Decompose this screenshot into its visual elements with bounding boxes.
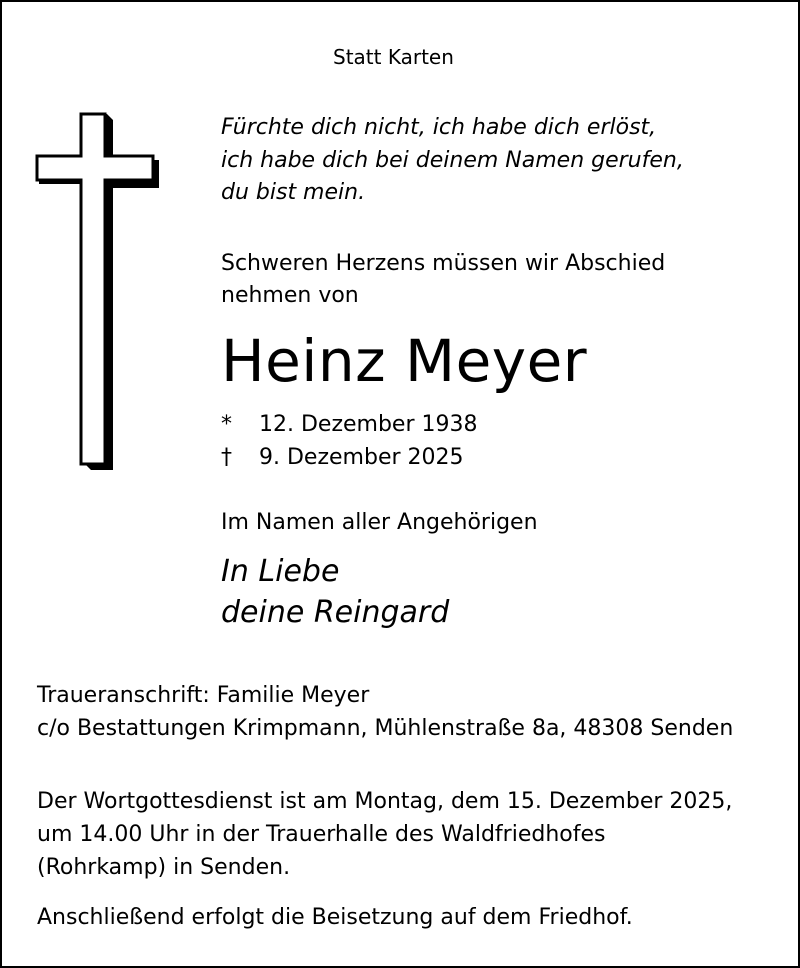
intro-line-2: nehmen von [221, 283, 359, 308]
service-line-1: Der Wortgottesdienst ist am Montag, dem 15. Dezember 2025, [37, 789, 733, 814]
deceased-name: Heinz Meyer [221, 327, 588, 395]
address-line-2: c/o Bestattungen Krimpmann, Mühlenstraße 8a, 48308 Senden [37, 716, 734, 741]
cross-icon [33, 112, 163, 474]
service-line-2: um 14.00 Uhr in der Trauerhalle des Waldfriedhofes [37, 822, 606, 847]
death-symbol: † [221, 445, 232, 470]
address-line-1: Traueranschrift: Familie Meyer [37, 683, 370, 708]
death-date: 9. Dezember 2025 [259, 445, 464, 470]
service-line-3: (Rohrkamp) in Senden. [37, 855, 291, 880]
header-text: Statt Karten [333, 45, 454, 69]
birth-symbol: * [221, 412, 232, 437]
signature-line-2: deine Reingard [221, 595, 450, 630]
birth-line [221, 414, 478, 436]
verse-line-3: du bist mein. [221, 180, 366, 205]
family-intro: Im Namen aller Angehörigen [221, 510, 538, 535]
intro-line-1: Schweren Herzens müssen wir Abschied [221, 251, 666, 276]
signature-line-1: In Liebe [221, 554, 340, 589]
death-line [221, 447, 464, 469]
verse-line-1: Fürchte dich nicht, ich habe dich erlöst, [221, 115, 657, 140]
burial-text: Anschließend erfolgt die Beisetzung auf dem Friedhof. [37, 905, 633, 930]
verse-line-2: ich habe dich bei deinem Namen gerufen, [221, 148, 684, 173]
birth-date: 12. Dezember 1938 [259, 412, 478, 437]
